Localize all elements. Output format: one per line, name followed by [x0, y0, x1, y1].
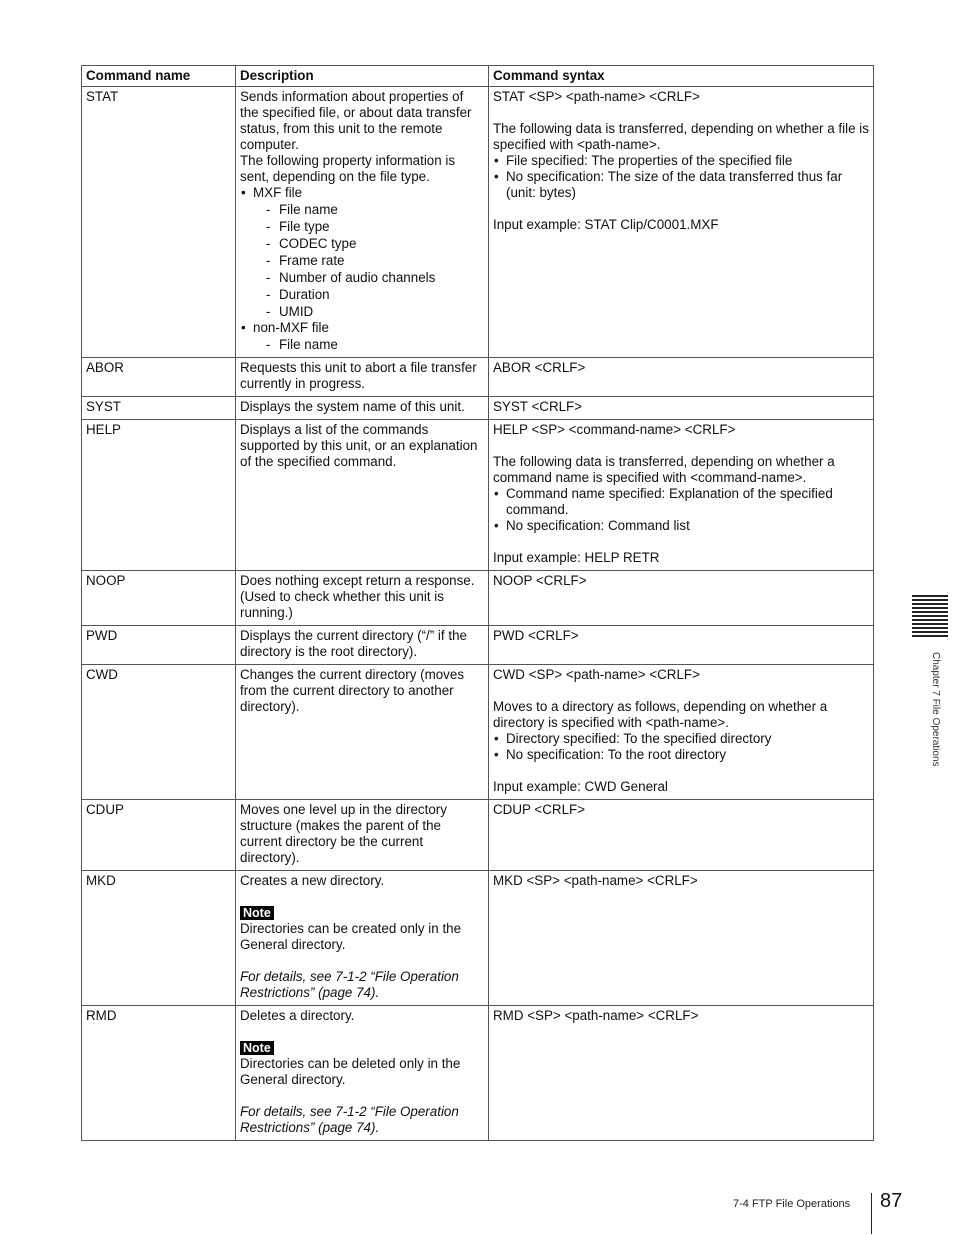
spacer [493, 438, 869, 454]
paragraph: Requests this unit to abort a file transfer currently in progress. [240, 360, 477, 391]
description-cell [236, 626, 489, 665]
paragraph: Displays a list of the commands supported by this unit, or an explanation of the specified command. [240, 422, 478, 469]
paragraph: Directories can be deleted only in the General directory. [240, 1056, 461, 1087]
command-name-cell: RMD [82, 1006, 236, 1141]
bullet-text: No specification: The size of the data transferred thus far (unit: bytes) [506, 169, 843, 200]
footer-divider [871, 1193, 872, 1234]
paragraph: The following property information is sent, depending on the file type. [240, 153, 456, 184]
sub-item: - File type [253, 218, 484, 235]
description-cell [236, 358, 489, 397]
note-badge: Note [240, 1041, 274, 1055]
bullet-item [493, 518, 869, 534]
paragraph: PWD <CRLF> [493, 628, 579, 643]
bullet-text: non-MXF file [253, 320, 329, 335]
paragraph: Does nothing except return a response. (Used to check whether this unit is running.) [240, 573, 475, 620]
sub-item: - File name [253, 336, 484, 353]
sub-item: - Duration [253, 286, 484, 303]
bullet-list [240, 185, 484, 353]
bullet-text: File specified: The properties of the specified file [506, 153, 793, 168]
command-name-cell: CWD [82, 665, 236, 800]
paragraph: Deletes a directory. [240, 1008, 355, 1023]
paragraph: Creates a new directory. [240, 873, 385, 888]
syntax-cell [489, 397, 874, 420]
page-number: 87 [880, 1190, 903, 1212]
syntax-cell [489, 420, 874, 571]
command-name-cell: CDUP [82, 800, 236, 871]
table-row [82, 626, 874, 665]
cross-reference: For details, see 7-1-2 “File Operation Restrictions” (page 74). [240, 1104, 459, 1135]
bullet-item [240, 185, 484, 320]
table-row [82, 871, 874, 1006]
syntax-cell [489, 871, 874, 1006]
bullet-text: Command name specified: Explanation of the specified command. [506, 486, 833, 517]
bullet-list [493, 153, 869, 201]
bullet-text: MXF file [253, 185, 303, 200]
paragraph: CDUP <CRLF> [493, 802, 586, 817]
bullet-item [493, 486, 869, 518]
header-command-syntax: Command syntax [489, 66, 874, 87]
paragraph: Directories can be created only in the General directory. [240, 921, 462, 952]
table-row [82, 358, 874, 397]
sub-item: - CODEC type [253, 235, 484, 252]
bullet-list [493, 486, 869, 534]
description-cell [236, 571, 489, 626]
note-row [240, 1040, 484, 1056]
syntax-cell [489, 800, 874, 871]
paragraph: MKD <SP> <path-name> <CRLF> [493, 873, 698, 888]
description-cell [236, 665, 489, 800]
header-description: Description [236, 66, 489, 87]
paragraph: RMD <SP> <path-name> <CRLF> [493, 1008, 699, 1023]
syntax-cell [489, 1006, 874, 1141]
bullet-item [493, 747, 869, 763]
cross-reference: For details, see 7-1-2 “File Operation Restrictions” (page 74). [240, 969, 459, 1000]
sub-item: - UMID [253, 303, 484, 320]
spacer [240, 1024, 484, 1040]
paragraph: Input example: HELP RETR [493, 550, 660, 565]
chapter-label: Chapter 7 File Operations [930, 652, 941, 767]
bullet-item [493, 169, 869, 201]
spacer [493, 105, 869, 121]
paragraph: Displays the system name of this unit. [240, 399, 465, 414]
ftp-command-table [81, 65, 874, 1141]
table-body [82, 87, 874, 1141]
table-row [82, 1006, 874, 1141]
sub-item: - File name [253, 201, 484, 218]
table-row [82, 665, 874, 800]
header-command-name: Command name [82, 66, 236, 87]
bullet-list [493, 731, 869, 763]
command-name-cell: STAT [82, 87, 236, 358]
description-cell [236, 397, 489, 420]
table-row [82, 87, 874, 358]
description-cell [236, 871, 489, 1006]
note-badge: Note [240, 906, 274, 920]
syntax-cell [489, 358, 874, 397]
table-row [82, 397, 874, 420]
spacer [493, 763, 869, 779]
spacer [240, 889, 484, 905]
sub-list [253, 336, 484, 353]
paragraph: CWD <SP> <path-name> <CRLF> [493, 667, 700, 682]
syntax-cell [489, 665, 874, 800]
syntax-cell [489, 571, 874, 626]
paragraph: The following data is transferred, depending on whether a command name is specified with <command-name>. [493, 454, 835, 485]
chapter-tab-marker [912, 595, 950, 639]
paragraph: Sends information about properties of the specified file, or about data transfer status, from this unit to the remote computer. [240, 89, 472, 152]
paragraph: Moves one level up in the directory structure (makes the parent of the current directory be the current directory). [240, 802, 447, 865]
footer-section-title: 7-4 FTP File Operations [733, 1198, 851, 1210]
paragraph: Moves to a directory as follows, depending on whether a directory is specified with <path-name>. [493, 699, 828, 730]
paragraph: NOOP <CRLF> [493, 573, 587, 588]
bullet-item [240, 320, 484, 353]
table-row [82, 420, 874, 571]
bullet-text: Directory specified: To the specified directory [506, 731, 772, 746]
paragraph: Displays the current directory (“/” if the directory is the root directory). [240, 628, 467, 659]
command-name-cell: NOOP [82, 571, 236, 626]
sub-list [253, 201, 484, 320]
description-cell [236, 800, 489, 871]
paragraph: SYST <CRLF> [493, 399, 583, 414]
command-name-cell: SYST [82, 397, 236, 420]
command-name-cell: PWD [82, 626, 236, 665]
sub-item: - Frame rate [253, 252, 484, 269]
sub-item: - Number of audio channels [253, 269, 484, 286]
spacer [493, 201, 869, 217]
syntax-cell [489, 626, 874, 665]
description-cell [236, 420, 489, 571]
description-cell [236, 87, 489, 358]
spacer [493, 683, 869, 699]
paragraph: HELP <SP> <command-name> <CRLF> [493, 422, 736, 437]
bullet-text: No specification: Command list [506, 518, 690, 533]
paragraph: Input example: CWD General [493, 779, 668, 794]
bullet-item [493, 153, 869, 169]
table-row [82, 800, 874, 871]
spacer [493, 534, 869, 550]
table-header-row [82, 66, 874, 87]
paragraph: The following data is transferred, depending on whether a file is specified with <path-name>. [493, 121, 869, 152]
paragraph: Changes the current directory (moves from the current directory to another directory). [240, 667, 465, 714]
syntax-cell [489, 87, 874, 358]
bullet-item [493, 731, 869, 747]
command-name-cell: MKD [82, 871, 236, 1006]
bullet-text: No specification: To the root directory [506, 747, 727, 762]
note-row [240, 905, 484, 921]
paragraph: ABOR <CRLF> [493, 360, 586, 375]
description-cell [236, 1006, 489, 1141]
paragraph: STAT <SP> <path-name> <CRLF> [493, 89, 700, 104]
command-name-cell: ABOR [82, 358, 236, 397]
spacer [240, 953, 484, 969]
command-name-cell: HELP [82, 420, 236, 571]
spacer [240, 1088, 484, 1104]
paragraph: Input example: STAT Clip/C0001.MXF [493, 217, 719, 232]
table-row [82, 571, 874, 626]
